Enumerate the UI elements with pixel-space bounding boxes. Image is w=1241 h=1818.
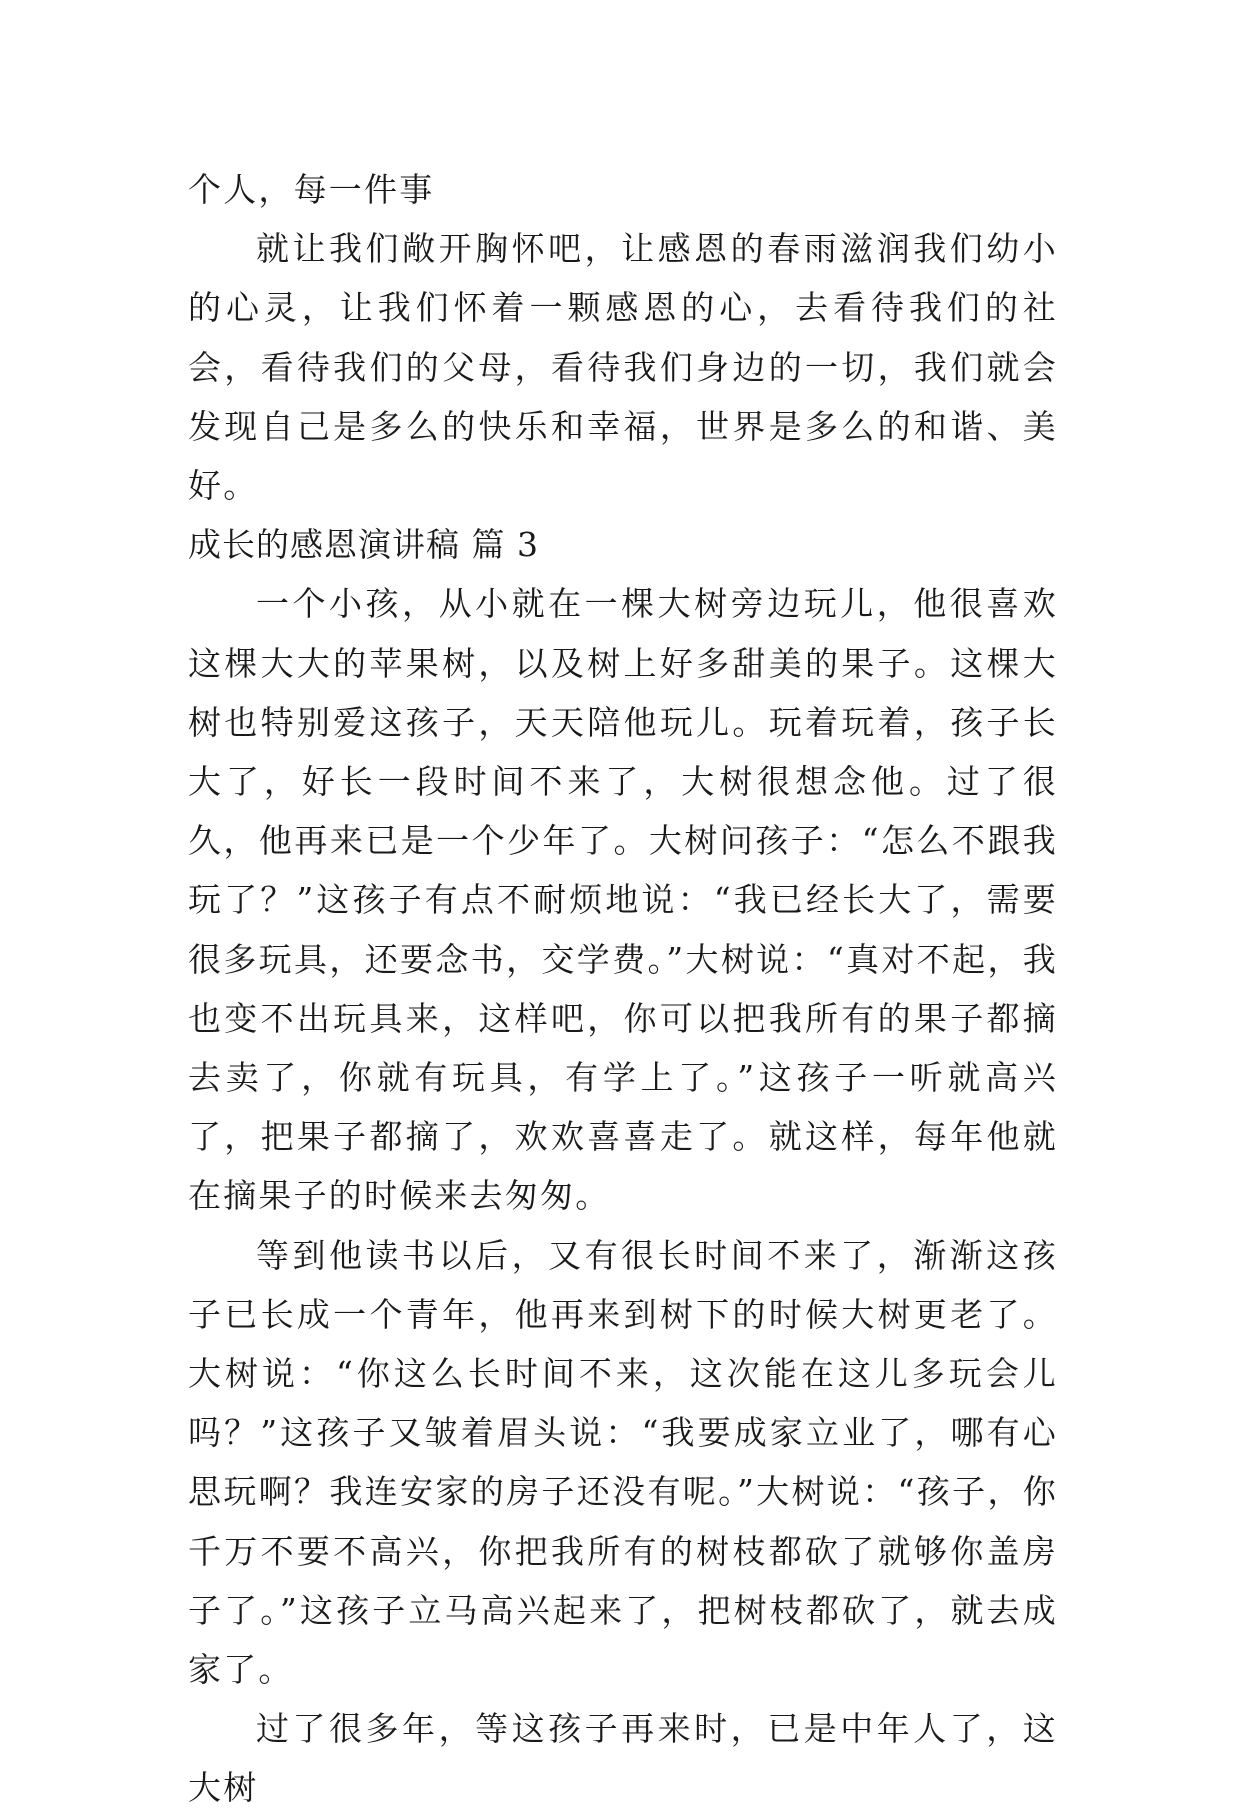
body-paragraph: 就让我们敞开胸怀吧，让感恩的春雨滋润我们幼小的心灵，让我们怀着一颗感恩的心，去看待我们的社会，看待我们的父母，看待我们身边的一切，我们就会发现自己是多么的快乐和幸福，世界是多么的和谐、美好。 bbox=[188, 229, 1058, 506]
body-paragraph: 一个小孩，从小就在一棵大树旁边玩儿，他很喜欢这棵大大的苹果树，以及树上好多甜美的果子。这棵大树也特别爱这孩子，天天陪他玩儿。玩着玩着，孩子长大了，好长一段时间不来了，大树很想念他。过了很久，他再来已是一个少年了。大树问孩子：“怎么不跟我玩了？”这孩子有点不耐烦地说：“我已经长大了，需要很多玩具，还要念书，交学费。”大树说：“真对不起，我也变不出玩具来，这样吧，你可以把我所有的果子都摘去卖了，你就有玩具，有学上了。”这孩子一听就高兴了，把果子都摘了，欢欢喜喜走了。就这样，每年他就在摘果子的时候来去匆匆。 bbox=[188, 584, 1058, 1216]
section-heading: 成长的感恩演讲稿 篇 3 bbox=[188, 525, 539, 565]
document-body bbox=[188, 160, 1058, 1818]
body-paragraph: 过了很多年，等这孩子再来时，已是中年人了，这大树 bbox=[188, 1709, 1058, 1808]
body-paragraph: 等到他读书以后，又有很长时间不来了，渐渐这孩子已长成一个青年，他再来到树下的时候大树更老了。大树说：“你这么长时间不来，这次能在这儿多玩会儿吗？”这孩子又皱着眉头说：“我要成家立业了，哪有心思玩啊？我连安家的房子还没有呢。”大树说：“孩子，你千万不要不高兴，你把我所有的树枝都砍了就够你盖房子了。”这孩子立马高兴起来了，把树枝都砍了，就去成家了。 bbox=[188, 1235, 1058, 1690]
continuation-paragraph: 个人，每一件事 bbox=[188, 170, 435, 209]
